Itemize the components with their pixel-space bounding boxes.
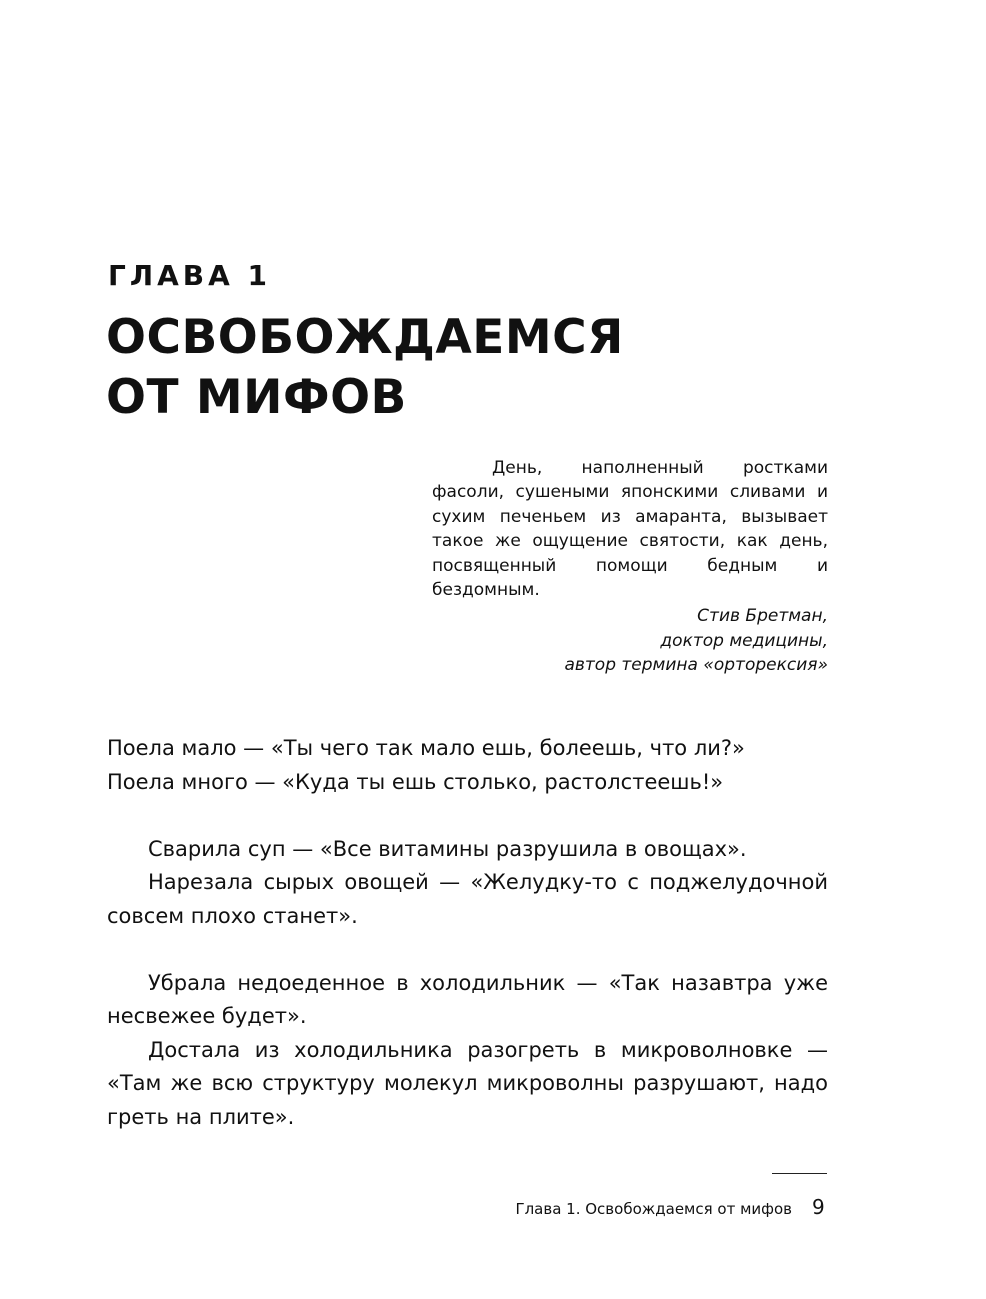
epigraph-author: Стив Бретман, [697,606,828,627]
paragraph: Убрала недоеденное в холодильник — «Так назавтра уже несвежее будет». [107,970,828,1028]
paragraph: Нарезала сырых овощей — «Желудку-то с поджелудочной совсем плохо станет». [107,870,828,928]
paragraph: Достала из холодильника разогреть в микроволновке — «Там же всю структуру молекул микроволны разрушают, надо греть на плите». [107,1037,828,1129]
footer-rule [772,1173,827,1174]
paragraph-gap [107,933,828,967]
chapter-title-line-1: ОСВОБОЖДАЕМСЯ [106,310,624,365]
body-text [107,732,828,1134]
paragraph: Поела мало — «Ты чего так мало ешь, болеешь, что ли?» [107,736,745,760]
paragraph-gap [107,799,828,833]
chapter-title [106,308,866,428]
chapter-title-line-2: ОТ МИФОВ [106,370,407,425]
epigraph-author-title: доктор медицины, [660,630,828,651]
paragraph: Поела много — «Куда ты ешь столько, растолстеешь!» [107,769,724,794]
epigraph-author-note: автор термина «орторексия» [564,655,828,676]
paragraph: Сварила суп — «Все витамины разрушила в овощах». [148,836,747,861]
epigraph-text: День, наполненный ростками фасоли, сушеными японскими сливами и сухим печеньем из амаранта, вызывает такое же ощущение святости, как день, посвященный помощи бедным и бездомным. [432,458,828,601]
running-head: Глава 1. Освобождаемся от мифов [515,1200,792,1218]
epigraph-attribution [432,604,828,677]
chapter-label: ГЛАВА 1 [108,259,272,292]
page-number: 9 [812,1195,825,1219]
epigraph [432,456,828,678]
